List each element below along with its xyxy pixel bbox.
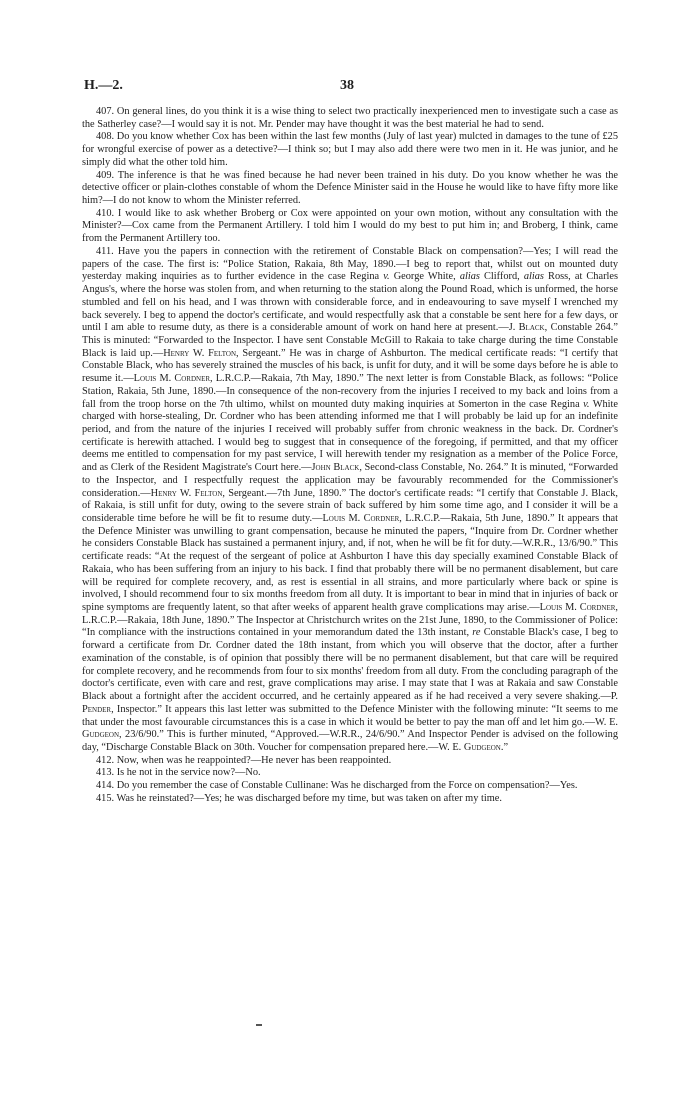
paragraph-text: White charged with horse-stealing, Dr. Cordner who has been attending informed me that I will probably be laid up for an indefinite period, and from the nature of the injuries I received will probably suffer from chronic weakness in the back. Dr. Cordner's certificate is herewith attached. I would beg to suggest that in consequence of the foregoing, if permitted, and that my officer deems me entitled to compensation for my past service, I will herewith tender my resignation as a member of the Police Force, and as Clerk of the Resident Magistrate's Court here.— [82,398,618,474]
italic-term: re [472,627,481,639]
footer-mark [256,1024,262,1026]
question-paragraph [82,246,618,755]
signatory-name: Louis M. Cordner [322,513,400,524]
paragraph-text: George White, [389,271,460,283]
paragraph-text: 407. On general lines, do you think it is a wise thing to select two practically inexperienced men to investigate such a case as the Satherley case?—I would say it is not. Mr. Pender may have thought it was the best material he had to send. [82,106,618,130]
signatory-name: Henry W. Felton [163,347,237,359]
paragraph-text: , Sergeant.—7th June, 1890.” The doctor's certificate reads: “I certify that Constable J. Black, of Rakaia, is still unfit for duty, owing to the severe strain of back suffered by him some time ago, and I consider it will be a considerable time before he will be fit to resume duty.— [82,487,618,524]
question-paragraph [82,755,618,768]
question-paragraph [82,767,618,780]
paragraph-text: 408. Do you know whether Cox has been within the last few months (July of last year) mulcted in damages to the tune of £25 for wrongful exercise of power as a detective?—I think so; but I may also add there were two men in it. He was junior, and he simply did what the other told him. [82,131,618,168]
paragraph-text: , Inspector.” It appears this last letter was submitted to the Defence Minister with the following minute: “It seems to me that under the most favourable circumstances this is a case in which it would be better to pay the man off and let him go.—W. E. [82,703,618,728]
paragraph-text: 410. I would like to ask whether Broberg or Cox were appointed on your own motion, without any consultation with the Minister?—Cox came from the Permanent Artillery. I told him I would do my best to put him in; and Broberg, I think, came from the Permanent Artillery too. [82,207,618,245]
paragraph-text: , Sergeant.” He was in charge of Ashburton. The medical certificate reads: “I certify that Constable Black, who has severely strained the muscles of his back, is unfit for duty, and it will be some days before he is able to resume it.— [82,347,618,385]
paragraph-text: , L.R.C.P.—Rakaia, 18th June, 1890.” The Inspector at Christchurch writes on the 21st June, 1890, to the Commissioner of Police: “In compliance with the instructions contained in your memorandum dated the 13th instant, [82,602,618,639]
paragraph-text: 412. Now, when was he reappointed?—He never has been reappointed. [96,754,392,766]
question-paragraph [82,170,618,208]
question-paragraph [82,131,618,169]
page-header [0,78,700,98]
paragraph-text: Clifford, [479,271,524,283]
signatory-name: Gudgeon [82,729,120,741]
signatory-name: Louis M. Cordner [539,602,616,614]
document-body [82,106,618,806]
signatory-name: Henry W. Felton [150,487,223,499]
italic-term: alias [459,271,480,283]
signatory-name: Louis M. Cordner [133,373,211,385]
paragraph-text: 411. Have you the papers in connection with the retirement of Constable Black on compensation?—Yes; I will read the papers of the case. The first is: “Police Station, Rakaia, 8th May, 1890.—I beg to report that, whilst out on mounted duty yesterday making inquiries as to further evidence in the case Regina [82,245,618,283]
italic-term: alias [523,271,544,283]
signatory-name: Gudgeon [463,741,501,753]
paragraph-text: Constable Black's case, I beg to forward a certificate from Dr. Cordner dated the 18th instant, from which you will observe that the doctor, after a further examination of the constable, is of opinion that possibly there will be no permanent disablement, but that care will be required for complete recovery, and he recommends from four to six months' freedom from all duty. From the concluding paragraph of the doctor's certificate, even with care and rest, grave complications may arise. I may state that I was at Rakaia and saw Constable Black about a fortnight after the accident occurred, and he certainly appeared as if he had received a very severe shaking.—P. [82,627,618,703]
italic-term: v. [383,271,390,283]
question-paragraph [82,780,618,793]
paragraph-text: , Constable 264.” This is minuted: “Forwarded to the Inspector. I have sent Constable McGill to Rakaia to take charge during the time Constable Black is laid up.— [82,322,618,359]
paragraph-text: , Second-class Constable, No. 264.” It is minuted, “Forwarded to the Inspector, and I respectfully request the application may be favourably recommended for the Commissioner's consideration.— [82,462,618,499]
italic-term: v. [583,398,590,410]
signatory-name: Pender [82,703,112,715]
paragraph-text: , L.R.C.P.—Rakaia, 7th May, 1890.” The next letter is from Constable Black, as follows: “Police Station, Rakaia, 5th June, 1890.—In consequence of the non-recovery from the injuries I received to my back and loins from a fall from the troop horse on the 7th ultimo, whilst on mounted duty making inquiries at Somerton in the case Regina [82,373,618,410]
paragraph-text: Ross, at Charles Angus's, where the horse was stolen from, and when returning to the station along the Pound Road, which is unformed, the horse stumbled and fell on his head, and I was thrown with considerable force, and in endeavouring to save myself I wrenched my back severely. I beg to append the doctor's certificate, and would respectfully ask that a constable be sent here for a few days, or until I am able to resume duty, as there is a considerable amount of work on hand here at present.—J. [82,271,619,334]
paragraph-text: 413. Is he not in the service now?—No. [96,767,261,779]
signatory-name: Black [518,322,545,334]
page-number: 38 [340,78,354,93]
question-paragraph [82,106,618,131]
paragraph-text: .” [500,741,509,753]
paragraph-text: , 23/6/90.” This is further minuted, “Approved.—W.R.R., 24/6/90.” And Inspector Pender is advised on the following day, “Discharge Constable Black on 30th. Voucher for compensation prepared here.—W. E. [82,729,618,753]
paragraph-text: 415. Was he reinstated?—Yes; he was discharged before my time, but was taken on after my time. [96,792,502,804]
question-paragraph [82,208,618,246]
paragraph-text: 414. Do you remember the case of Constable Cullinane: Was he discharged from the Force on compensation?—Yes. [96,780,578,792]
document-reference: H.—2. [84,78,123,93]
signatory-name: John Black [311,462,360,474]
paragraph-text: , L.R.C.P.—Rakaia, 5th June, 1890.” It appears that the Defence Minister was unwilling to grant compensation, because he minuted the papers, “Inquire from Dr. Cordner whether he considers Constable Black has sustained a permanent injury, and, if not, when he will be fit for duty.—W.R.R., 13/6/90.” This certificate reads: “At the request of the sergeant of police at Ashburton I have this day specially examined Constable Black of Rakaia, who has been suffering from an injury to his back. I find that probably there will be no permanent disablement, but care will be required for complete recovery, and, as rest is essential in all strains, and more particularly where back or spine is involved, I should recommend four to six months freedom from all duty. It is important to bear in mind that in injuries of back or spine symptoms are frequently latent, so that after weeks of apparent health grave complications may arise.— [82,513,618,614]
paragraph-text: 409. The inference is that he was fined because he had never been trained in his duty. Do you know whether he was the detective officer or plain-clothes constable of whom the Defence Minister said in the House he would like to have fifty more like him?—I do not know to whom the Minister referred. [82,169,618,207]
question-paragraph [82,793,618,806]
